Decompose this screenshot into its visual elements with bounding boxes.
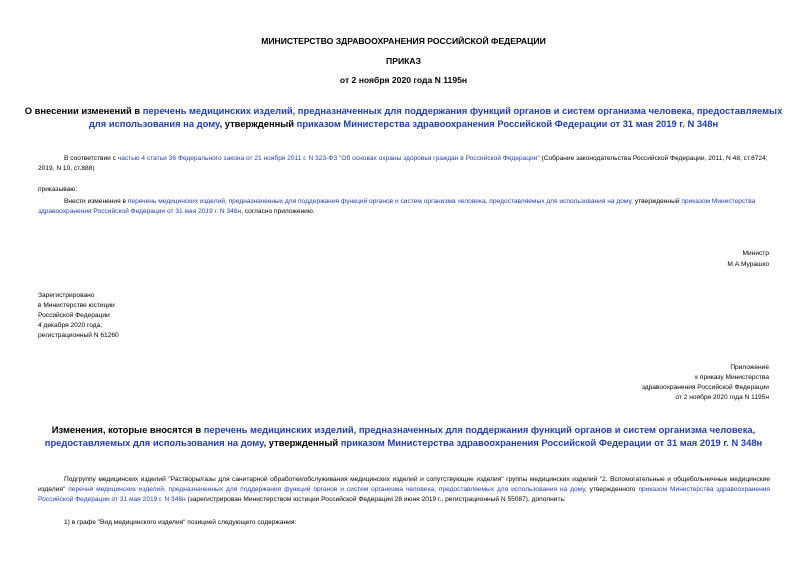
changes-link-order[interactable]: приказом Министерства здравоохранения Российской Федерации от 31 мая 2019 г. N 348н: [38, 486, 770, 503]
changes-paragraph: [38, 475, 770, 505]
law-link[interactable]: частью 4 статьи 36 Федерального закона от 21 ноября 2011 г. N 323-ФЗ "Об основах охраны здоровья граждан в Российской Федерации": [117, 155, 540, 162]
changes-suffix: (зарегистрирован Министерством юстиции Российской Федерации 28 июня 2019 г., регистрационный N 55087), дополнить:: [185, 496, 566, 503]
changes-title-middle: , утвержденный: [263, 437, 341, 448]
registration-line: 4 декабря 2020 года,: [38, 322, 103, 329]
decision-middle: , утвержденный: [631, 198, 682, 205]
signature-position: Министр: [742, 250, 769, 257]
changes-title-link-list[interactable]: перечень медицинских изделий, предназначенных для поддержания функций органов и систем организма человека, предоставляемых для использования на дому: [44, 424, 756, 448]
registration-line: Российской Федерации: [38, 312, 110, 319]
registration-line: регистрационный N 61260: [38, 332, 119, 339]
title-link-order[interactable]: приказом Министерства здравоохранения Российской Федерации от 31 мая 2019 г. N 348н: [296, 118, 719, 129]
appendix-line: Приложение: [730, 364, 769, 371]
preamble-suffix: (Собрание законодательства Российской Федерации, 2011, N 48, ст.6724; 2019, N 10, ст.888): [38, 155, 768, 172]
preamble-prefix: В соответствии с: [64, 155, 118, 162]
decision-suffix: , согласно приложению.: [241, 208, 315, 215]
changes-title-prefix: Изменения, которые вносятся в: [51, 424, 204, 435]
appendix-line: к приказу Министерства: [695, 374, 769, 381]
appendix-line: от 2 ноября 2020 года N 1195н: [675, 394, 769, 401]
registration-line: Зарегистрировано: [38, 292, 95, 299]
registration-line: в Министерстве юстиции: [38, 302, 115, 309]
changes-prefix: Подгруппу медицинских изделий "Растворы/газы для санитарной обработки/обслуживания медицинских изделий и сопутствующие изделия" группы медицинских изделий "2. Вспомогательные и общебольничные медицинские изделия": [38, 476, 770, 493]
title-prefix: О внесении изменений в: [24, 105, 143, 116]
changes-item-1: 1) в графе "Вид медицинского изделия" позицией следующего содержания:: [64, 519, 297, 526]
signature-name: М.А.Мурашко: [727, 261, 769, 268]
decision-paragraph: [38, 197, 770, 217]
decision-prefix: Внести изменения в: [64, 198, 128, 205]
changes-title: [20, 423, 787, 449]
preamble-paragraph: [38, 154, 770, 174]
changes-link-list[interactable]: перечня медицинских изделий, предназначенных для поддержания функций органов и систем организма человека, предоставляемых для использования на дому: [68, 486, 585, 493]
order-word: приказываю:: [38, 186, 78, 193]
title-middle: , утвержденный: [219, 118, 297, 129]
order-heading: ПРИКАЗ: [386, 56, 421, 66]
order-title: [20, 104, 787, 130]
decision-link-order[interactable]: приказом Министерства здравоохранения Российской Федерации от 31 мая 2019 г. N 348н: [38, 198, 756, 215]
order-date: от 2 ноября 2020 года N 1195н: [339, 75, 468, 85]
appendix-line: здравоохранения Российской Федерации: [641, 384, 769, 391]
appendix-reference: [549, 363, 769, 403]
changes-middle: , утвержденного: [584, 486, 639, 493]
decision-link-list[interactable]: перечень медицинских изделий, предназначенных для поддержания функций органов и систем организма человека, предоставляемых для использования на дому: [127, 198, 632, 205]
registration-block: [38, 291, 238, 341]
ministry-heading: МИНИСТЕРСТВО ЗДРАВООХРАНЕНИЯ РОССИЙСКОЙ ФЕДЕРАЦИИ: [261, 36, 546, 46]
changes-title-link-order[interactable]: приказом Министерства здравоохранения Российской Федерации от 31 мая 2019 г. N 348н: [340, 437, 763, 448]
title-link-list[interactable]: перечень медицинских изделий, предназначенных для поддержания функций органов и систем организма человека, предоставляемых для использования на дому: [88, 105, 783, 129]
